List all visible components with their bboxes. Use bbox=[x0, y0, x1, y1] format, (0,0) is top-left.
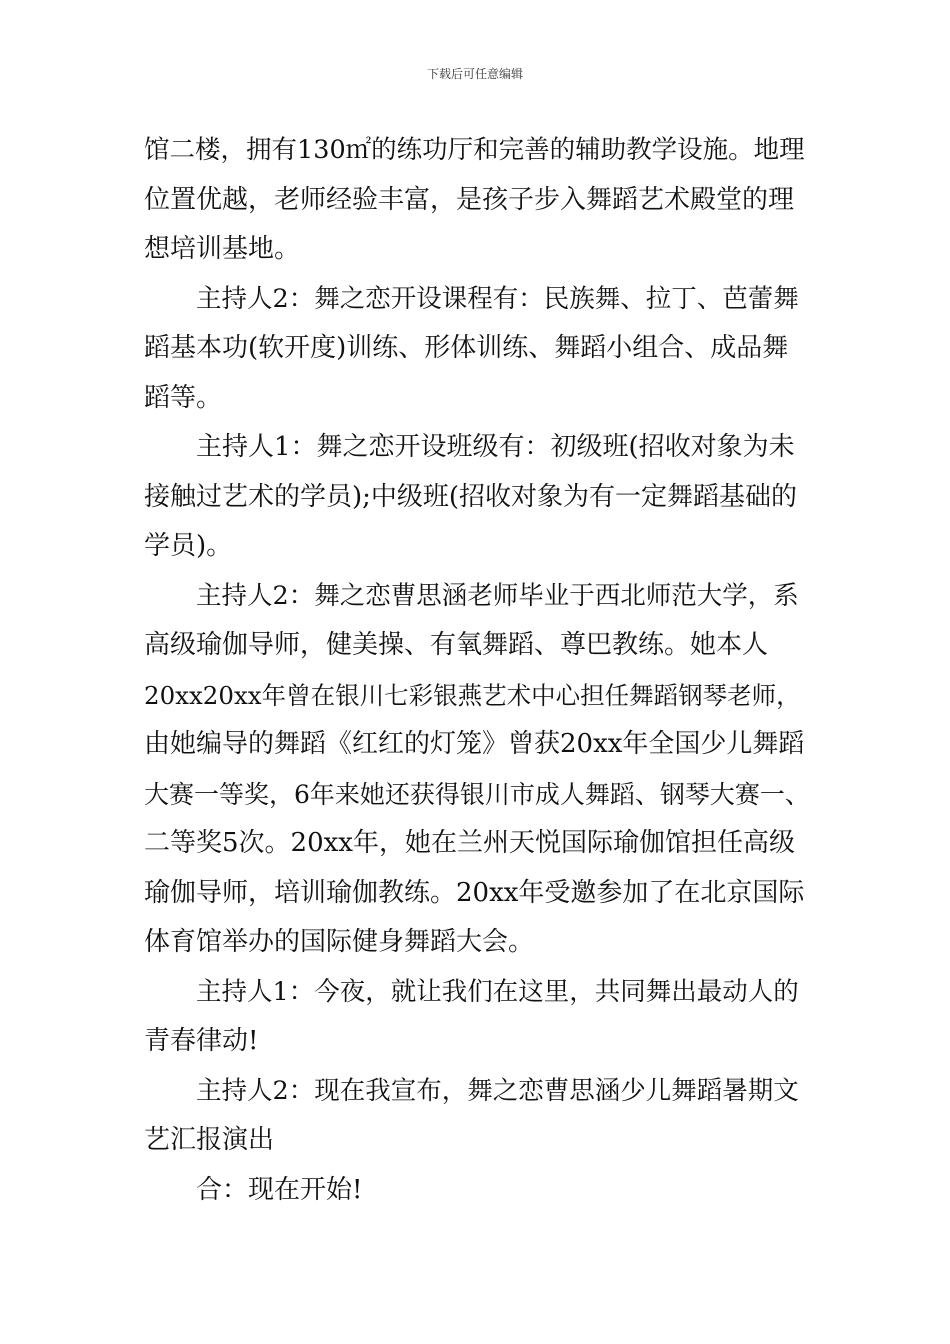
text-line: 想培训基地。 bbox=[144, 234, 301, 264]
text-line: 二等奖5次。20xx年，她在兰州天悦国际瑜伽馆担任高级 bbox=[144, 828, 795, 858]
page-header: 下载后可任意编辑 bbox=[426, 67, 523, 81]
text-line: 瑜伽导师，培训瑜伽教练。20xx年受邀参加了在北京国际 bbox=[144, 877, 805, 908]
text-line: 馆二楼，拥有130㎡的练功厅和完善的辅助教学设施。地理 bbox=[144, 135, 805, 165]
text-line: 青春律动! bbox=[144, 1026, 259, 1056]
text-line: 学员)。 bbox=[144, 531, 233, 561]
text-line: 主持人2：舞之恋开设课程有：民族舞、拉丁、芭蕾舞 bbox=[196, 283, 799, 314]
text-line: 体育馆举办的国际健身舞蹈大会。 bbox=[144, 927, 535, 957]
text-line: 大赛一等奖，6年来她还获得银川市成人舞蹈、钢琴大赛一、 bbox=[144, 779, 810, 809]
text-line: 蹈等。 bbox=[144, 382, 223, 413]
text-line: 艺汇报演出 bbox=[144, 1125, 275, 1155]
text-line: 高级瑜伽导师，健美操、有氧舞蹈、尊巴教练。她本人 bbox=[144, 630, 769, 660]
text-line: 接触过艺术的学员);中级班(招收对象为有一定舞蹈基础的 bbox=[144, 481, 798, 512]
text-line: 合：现在开始! bbox=[196, 1174, 363, 1205]
text-line: 主持人1：舞之恋开设班级有：初级班(招收对象为未 bbox=[196, 432, 795, 462]
text-line: 20xx20xx年曾在银川七彩银燕艺术中心担任舞蹈钢琴老师， bbox=[144, 680, 801, 710]
text-line: 蹈基本功(软开度)训练、形体训练、舞蹈小组合、成品舞 bbox=[144, 333, 789, 363]
text-line: 主持人2：现在我宣布，舞之恋曹思涵少儿舞蹈暑期文 bbox=[196, 1075, 799, 1106]
document-body bbox=[144, 126, 810, 1215]
text-line: 主持人1：今夜，就让我们在这里，共同舞出最动人的 bbox=[196, 976, 799, 1007]
text-line: 由她编导的舞蹈《红红的灯笼》曾获20xx年全国少儿舞蹈 bbox=[144, 729, 805, 759]
text-line: 主持人2：舞之恋曹思涵老师毕业于西北师范大学，系 bbox=[196, 580, 799, 611]
text-line: 位置优越，老师经验丰富，是孩子步入舞蹈艺术殿堂的理 bbox=[144, 184, 795, 215]
